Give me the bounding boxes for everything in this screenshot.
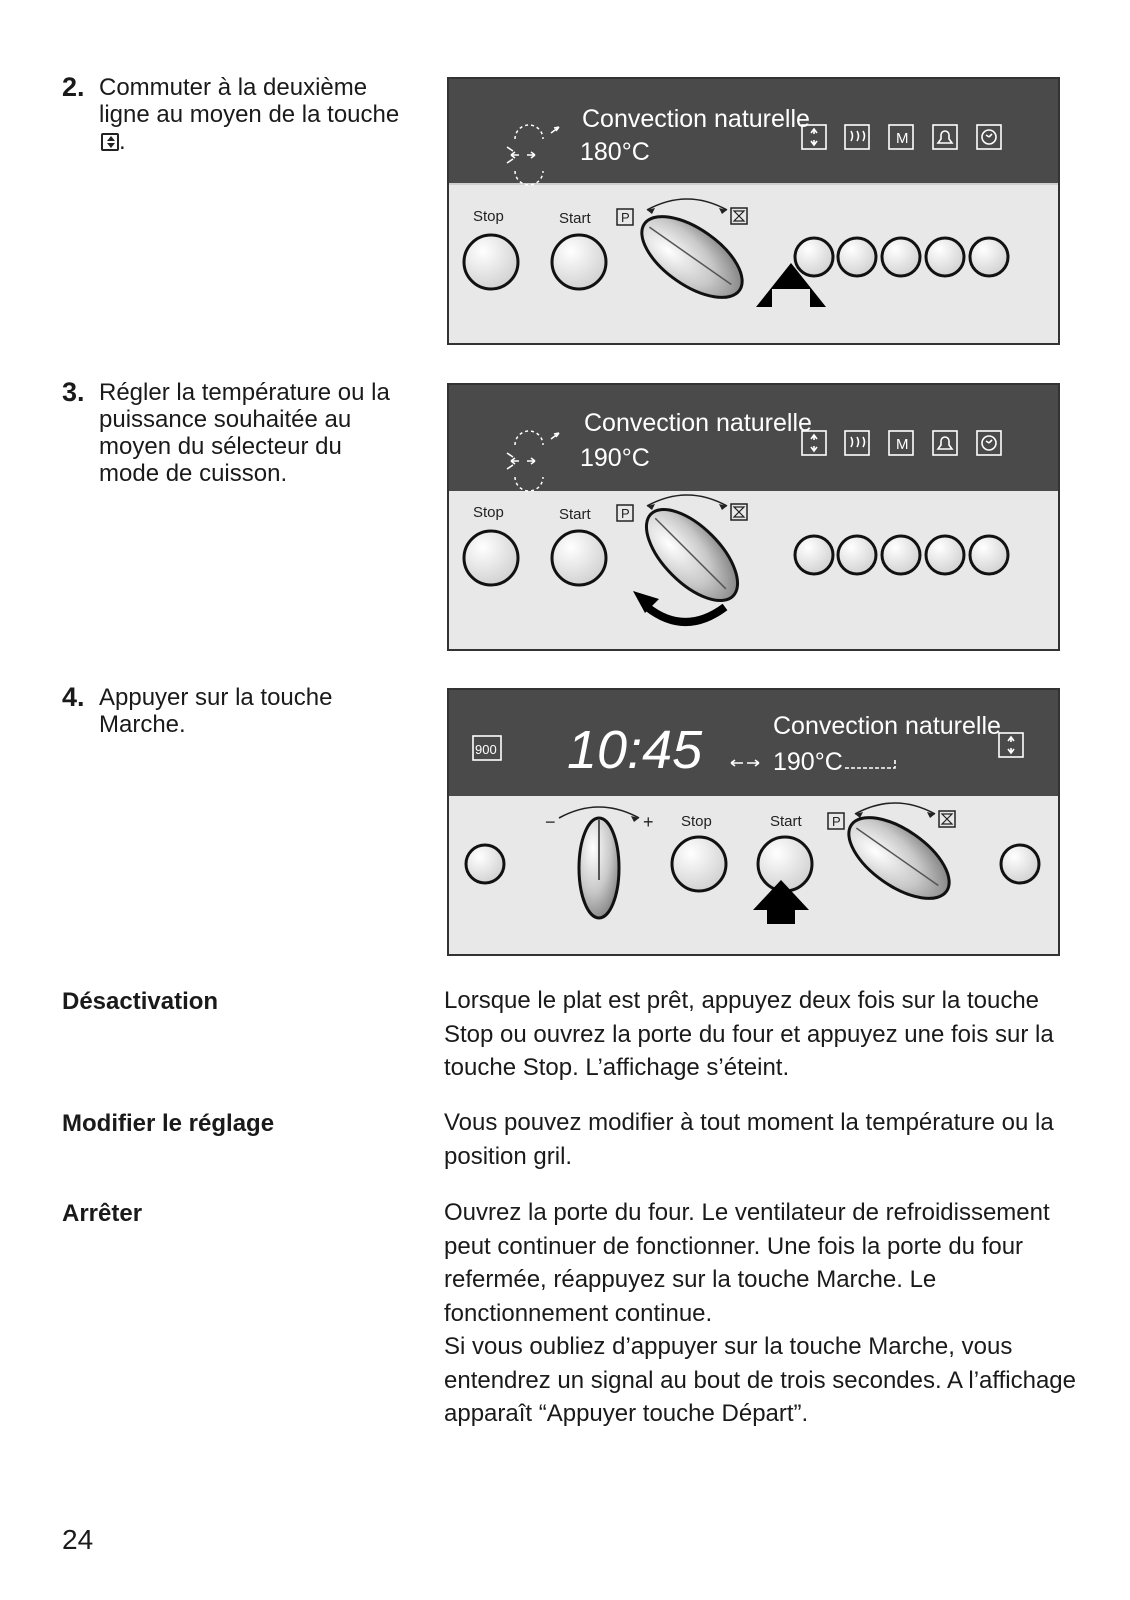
page-number: 24: [62, 1524, 94, 1555]
up-down-key-icon: [101, 133, 119, 151]
stop-button[interactable]: [672, 837, 726, 891]
section-label-arreter: Arrêter: [62, 1200, 143, 1227]
step-text: Régler la température ou la puissance souhaitée au moyen du sélecteur du mode de cuisson.: [99, 379, 390, 487]
right-round-key[interactable]: [1001, 845, 1039, 883]
mode-display: Convection naturelle: [584, 409, 812, 437]
temperature-display: 190°C: [580, 444, 650, 472]
mode-display: Convection naturelle: [773, 712, 1001, 740]
round-key-2[interactable]: [838, 238, 876, 276]
start-button[interactable]: [552, 235, 606, 289]
stop-label: Stop: [473, 208, 504, 225]
round-key-3[interactable]: [882, 536, 920, 574]
step-number: 2.: [62, 72, 85, 102]
round-key-4[interactable]: [926, 536, 964, 574]
plus-label: +: [643, 812, 654, 832]
minus-label: −: [545, 812, 556, 832]
stop-button[interactable]: [464, 235, 518, 289]
round-key-1[interactable]: [795, 238, 833, 276]
programme-label: P: [621, 506, 630, 521]
stop-label: Stop: [681, 813, 712, 830]
start-button[interactable]: [552, 531, 606, 585]
light-button[interactable]: [466, 845, 504, 883]
round-key-3[interactable]: [882, 238, 920, 276]
step-text: Appuyer sur la touche Marche.: [99, 684, 333, 738]
step-text: Commuter à la deuxième ligne au moyen de la touche .: [99, 74, 400, 155]
svg-text:M: M: [896, 130, 909, 147]
start-label: Start: [559, 506, 591, 523]
section-body-desactivation: Lorsque le plat est prêt, appuyez deux fois sur la touche Stop ou ouvrez la porte du four et appuyez une fois sur la touche Stop. L’affichage s’éteint.: [444, 987, 1054, 1081]
temperature-display: 180°C: [580, 138, 650, 166]
start-label: Start: [770, 813, 802, 830]
round-key-5[interactable]: [970, 536, 1008, 574]
oven-panel-step-2: [447, 77, 1060, 345]
time-display: 10:45: [567, 720, 703, 780]
start-label: Start: [559, 210, 591, 227]
stop-label: Stop: [473, 504, 504, 521]
step-number: 3.: [62, 377, 85, 407]
step-number: 4.: [62, 682, 85, 712]
mode-display: Convection naturelle: [582, 105, 810, 133]
programme-label: P: [832, 814, 841, 829]
programme-label: P: [621, 210, 630, 225]
section-label-desactivation: Désactivation: [62, 988, 219, 1015]
step-3: [62, 379, 407, 487]
section-body-modifier: Vous pouvez modifier à tout moment la température ou la position gril.: [444, 1109, 1054, 1170]
round-key-5[interactable]: [970, 238, 1008, 276]
oven-panel-step-3: [447, 383, 1060, 651]
svg-text:M: M: [896, 436, 909, 453]
oven-panel-step-4: [447, 688, 1060, 956]
clock-function-label: 900: [475, 742, 497, 757]
round-key-1[interactable]: [795, 536, 833, 574]
start-button[interactable]: [758, 837, 812, 891]
step-4: [62, 684, 407, 738]
temperature-knob[interactable]: [579, 818, 619, 918]
round-key-4[interactable]: [926, 238, 964, 276]
section-label-modifier: Modifier le réglage: [62, 1110, 275, 1137]
temperature-display: 190°C: [773, 748, 843, 776]
round-key-2[interactable]: [838, 536, 876, 574]
stop-button[interactable]: [464, 531, 518, 585]
step-2: [62, 74, 407, 155]
section-body-arreter: Ouvrez la porte du four. Le ventilateur de refroidissement peut continuer de fonctionner. Une fois la porte du four refermée, réappuyez sur la touche Marche. Le fonctionnement continue. Si vous oubliez d’appuyer sur la touche Marche, vous entendrez un signal au bout de trois secondes. A l’affichage apparaît “Appuyer touche Départ”.: [444, 1199, 1077, 1427]
